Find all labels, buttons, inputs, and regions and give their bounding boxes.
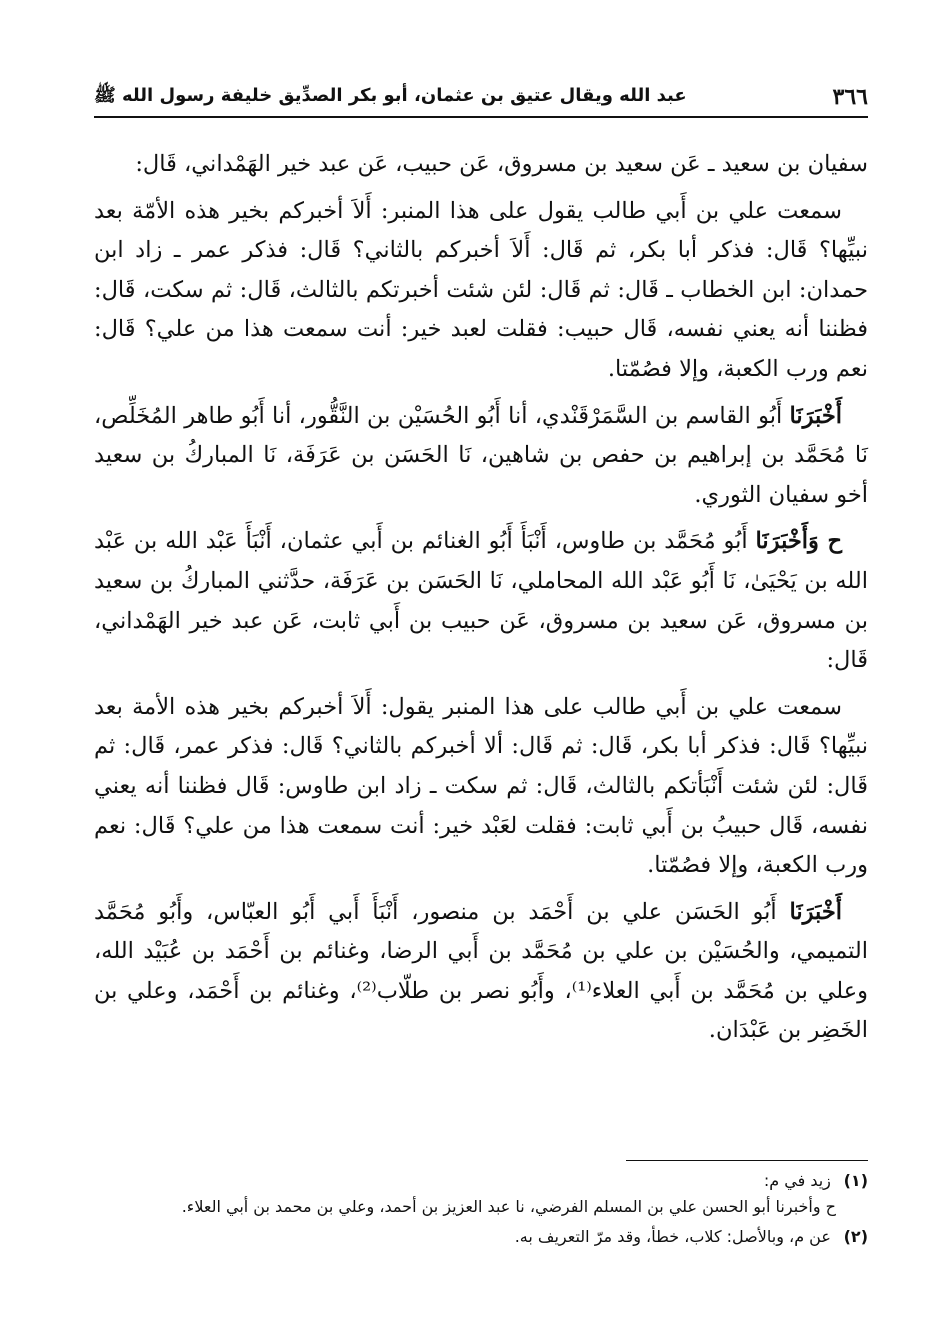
- footnote-number: (٢): [843, 1227, 868, 1246]
- paragraph: [94, 688, 868, 886]
- page-header: [94, 78, 868, 118]
- paragraph: [94, 893, 868, 1051]
- paragraph-lead: ح وَأَخْبَرَنَا: [755, 528, 842, 555]
- paragraph: [94, 397, 868, 516]
- footnote-separator: [626, 1160, 868, 1161]
- paragraph: [94, 192, 868, 390]
- running-title: عبد الله ويقال عتيق بن عثمان، أبو بكر الصدِّيق خليفة رسول الله ﷺ: [94, 85, 687, 106]
- paragraph-text: أَبُو الحَسَن علي بن أَحْمَد بن منصور، أَنْبَأَ أَبي أَبُو العبّاس، وأَبُو مُحَمَّد التميمي، والحُسَيْن بن علي بن مُحَمَّد بن أَبي الرضا، وغنائم بن أَحْمَد بن عُبَيْد الله، وعلي بن مُحَمَّد بن أَبي العلاء⁽¹⁾، وأَبُو نصر بن طلّاب⁽²⁾، وغنائم بن أَحْمَد، وعلي بن الخَضِر بن عَبْدَان.: [94, 898, 869, 1044]
- footnote-number: (١): [843, 1171, 868, 1190]
- footnotes: [94, 1168, 868, 1254]
- page-number: ٣٦٦: [832, 84, 868, 110]
- paragraph-lead: أَخْبَرَنَا: [789, 402, 842, 429]
- paragraph-text: أَبُو مُحَمَّد بن طاوس، أَنْبَأَ أَبُو الغنائم بن أَبي عثمان، أَنْبَأَ عَبْد الله بن عَبْد الله بن يَحْيَىٰ، نَا أَبُو عَبْد الله المحاملي، نَا الحَسَن بن عَرَفَة، حدَّثني المباركُ بن سعيد بن مسروق، عَن سعيد بن مسروق، عَن حبيب بن أَبي ثابت، عَن عبد خير الهَمْداني، قَال:: [94, 528, 868, 674]
- main-text: [94, 145, 868, 1058]
- footnote-text: زيد في م:: [763, 1171, 831, 1190]
- footnote-subtext: ح وأخبرنا أبو الحسن علي بن المسلم الفرضي، نا عبد العزيز بن أحمد، وعلي بن محمد بن أبي العلاء.: [181, 1197, 836, 1216]
- paragraph: [94, 145, 868, 185]
- paragraph-text: سفيان بن سعيد ـ عَن سعيد بن مسروق، عَن حبيب، عَن عبد خير الهَمْداني، قَال:: [135, 151, 868, 177]
- footnote: [94, 1168, 868, 1220]
- footnote-text: عن م، وبالأصل: كلاب، خطأ، وقد مرّ التعريف به.: [514, 1227, 831, 1246]
- paragraph-text: سمعت علي بن أَبي طالب على هذا المنبر يقول: أَلاَ أخبركم بخير هذه الأمة بعد نبيِّها؟ قَال: فذكر أبا بكر، قَال: ثم قَال: ألا أخبركم بالثاني؟ قَال: فذكر عمر، قَال: ثم قَال: لئن شئت أَنْبَأتكم بالثالث، قَال: ثم سكت ـ زاد ابن طاوس: قَال فظننا أنه يعني نفسه، قَال حبيبُ بن أَبي ثابت: فقلت لعَبْد خير: أنت سمعت هذا من علي؟ قَال: نعم ورب الكعبة، وإلا فصُمّتا.: [94, 693, 868, 879]
- footnote: [94, 1224, 868, 1250]
- paragraph-lead: أَخْبَرَنَا: [789, 898, 842, 925]
- paragraph-text: أَبُو القاسم بن السَّمَرْقَنْدي، أنا أَبُو الحُسَيْن بن النَّقُّور، أنا أَبُو طاهر المُخَلِّص، نَا مُحَمَّد بن إبراهيم بن حفص بن شاهين، نَا الحَسَن بن عَرَفَة، نَا المباركُ بن سعيد أخو سفيان الثوري.: [94, 402, 868, 508]
- paragraph: [94, 522, 868, 680]
- paragraph-text: سمعت علي بن أَبي طالب يقول على هذا المنبر: أَلاَ أخبركم بخير هذه الأمّة بعد نبيِّها؟ قَال: فذكر أبا بكر، ثم قَال: أَلاَ أخبركم بالثاني؟ قَال: فذكر عمر ـ زاد ابن حمدان: ابن الخطاب ـ قَال: ثم قَال: لئن شئت أخبرتكم بالثالث، قَال: ثم سكت، قَال: فظننا أنه يعني نفسه، قَال حبيب: فقلت لعبد خير: أنت سمعت هذا من علي؟ قَال: نعم ورب الكعبة، وإلا فصُمّتا.: [94, 197, 868, 382]
